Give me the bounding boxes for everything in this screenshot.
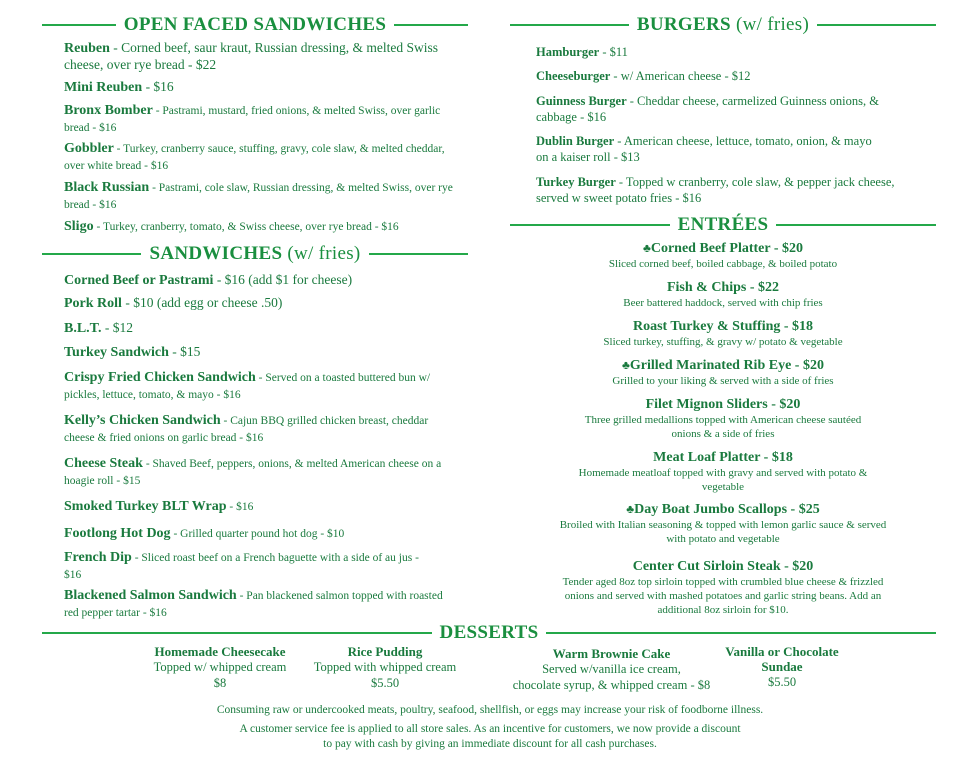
heading-burgers <box>510 14 936 36</box>
entree-name: Meat Loaf Platter - $18 <box>653 450 793 465</box>
entree-name: Roast Turkey & Stuffing - $18 <box>632 319 814 334</box>
item-name: Bronx Bomber <box>64 103 153 118</box>
item-desc: - Turkey, cranberry sauce, stuffing, gravy, cole slaw, & melted cheddar, over white bread - $16 <box>64 143 445 172</box>
entree-desc: Broiled with Italian seasoning & topped with lemon garlic sauce & served with potato and vegetable <box>559 519 887 545</box>
divider <box>776 224 936 226</box>
shamrock-icon: ♣ <box>642 241 651 255</box>
menu-item <box>536 93 906 125</box>
item-name: Blackened Salmon Sandwich <box>64 588 237 603</box>
dessert-price: $5.50 <box>767 675 797 689</box>
item-name: Smoked Turkey BLT Wrap <box>64 499 227 514</box>
item-desc: - Turkey, cranberry, tomato, & Swiss cheese, over rye bread - $16 <box>93 221 399 233</box>
item-name: Mini Reuben <box>64 80 143 95</box>
dessert-desc: Served w/vanilla ice cream, <box>542 662 681 676</box>
entree-name: Filet Mignon Sliders - $20 <box>645 397 801 412</box>
heading-sandwiches <box>42 243 468 265</box>
shamrock-icon: ♣ <box>622 358 630 372</box>
entree-title: Day Boat Jumbo Scallops - $25 <box>634 502 820 517</box>
menu-item <box>64 179 454 213</box>
entree-name: Fish & Chips - $22 <box>666 280 780 295</box>
item-name: Cheeseburger <box>536 69 611 83</box>
entree-item <box>510 396 936 441</box>
divider <box>546 632 936 634</box>
entree-item <box>510 449 936 494</box>
entree-desc: Beer battered haddock, served with chip fries <box>623 297 823 309</box>
footer-fee-notice-cont: to pay with cash by giving an immediate discount for all cash purchases. <box>323 738 657 750</box>
heading-desserts <box>42 622 936 644</box>
divider <box>42 632 432 634</box>
item-name: Footlong Hot Dog <box>64 526 171 541</box>
menu-item <box>536 68 751 84</box>
menu-item <box>64 140 454 174</box>
dessert-price: $8 <box>213 676 227 690</box>
dessert-price: $5.50 <box>370 676 400 690</box>
entree-desc: Three grilled medallions topped with American cheese sautéed onions & a side of fries <box>584 414 862 440</box>
item-name: Guinness Burger <box>536 94 627 108</box>
entree-title: Grilled Marinated Rib Eye - $20 <box>629 358 824 373</box>
section-title-entrees: ENTRÉES <box>677 214 769 235</box>
sandwiches-title: SANDWICHES <box>149 243 283 264</box>
menu-item <box>64 79 174 96</box>
menu-item <box>64 218 469 235</box>
menu-item <box>64 40 454 73</box>
burgers-title: BURGERS <box>636 14 731 35</box>
divider <box>394 24 468 26</box>
menu-item <box>536 44 628 60</box>
menu-item <box>64 320 133 337</box>
item-desc: - $10 (add egg or cheese .50) <box>121 295 283 310</box>
dessert-name: Vanilla or Chocolate Sundae <box>725 644 839 674</box>
heading-entrees <box>510 214 936 236</box>
section-title-burgers <box>629 14 817 36</box>
menu-item <box>64 498 253 515</box>
dessert-desc: Topped with whipped cream <box>313 660 457 674</box>
menu-item <box>64 455 444 489</box>
dessert-name: Homemade Cheesecake <box>154 644 286 659</box>
item-desc: - $12 <box>101 320 133 335</box>
divider <box>510 24 629 26</box>
entree-item <box>510 318 936 349</box>
item-desc: - Served on a toasted buttered bun w/ pickles, lettuce, tomato, & mayo - $16 <box>64 372 431 401</box>
item-desc: - Shaved Beef, peppers, onions, & melted American cheese on a hoagie roll - $15 <box>64 458 442 487</box>
menu-item <box>536 174 896 206</box>
item-name: Pork Roll <box>64 296 122 311</box>
dessert-item <box>494 646 729 693</box>
section-title-desserts: DESSERTS <box>439 622 539 643</box>
heading-open-faced <box>42 14 468 36</box>
item-name: Hamburger <box>536 45 600 59</box>
item-desc: - $11 <box>599 45 628 59</box>
divider <box>42 24 116 26</box>
entree-desc: Grilled to your liking & served with a side of fries <box>612 375 834 387</box>
item-desc: - $16 <box>142 79 174 94</box>
dessert-name: Warm Brownie Cake <box>552 646 671 661</box>
entree-name <box>510 240 936 257</box>
item-desc: - $16 <box>226 501 254 513</box>
entree-desc: Sliced corned beef, boiled cabbage, & boiled potato <box>608 258 838 270</box>
item-name: B.L.T. <box>64 321 102 336</box>
item-name: Sligo <box>64 219 94 234</box>
footer-fee-notice: A customer service fee is applied to all store sales. As an incentive for customers, we now provide a discount <box>239 723 741 735</box>
menu-item <box>64 412 454 446</box>
dessert-item <box>305 644 465 691</box>
divider <box>42 253 141 255</box>
divider <box>510 224 670 226</box>
burgers-subtitle: (w/ fries) <box>735 14 810 35</box>
item-desc: - Cheddar cheese, carmelized Guinness onions, & cabbage - $16 <box>536 94 879 124</box>
item-name: Black Russian <box>64 180 150 195</box>
item-desc: - w/ American cheese - $12 <box>610 69 751 83</box>
entree-item <box>510 240 936 271</box>
sandwiches-subtitle: (w/ fries) <box>287 243 361 264</box>
dessert-item <box>712 644 852 690</box>
item-name: Crispy Fried Chicken Sandwich <box>64 370 256 385</box>
entree-desc: Homemade meatloaf topped with gravy and served with potato & vegetable <box>578 467 868 493</box>
entree-item <box>510 279 936 310</box>
menu-item <box>64 272 352 289</box>
item-desc: - Topped w cranberry, cole slaw, & pepper jack cheese, served w sweet potato fries - $16 <box>536 175 895 205</box>
item-name: Corned Beef or Pastrami <box>64 273 214 288</box>
section-title-open-faced: OPEN FACED SANDWICHES <box>123 14 387 35</box>
entree-name <box>510 357 936 374</box>
menu-item <box>64 525 344 542</box>
item-desc: - Pan blackened salmon topped with roasted red pepper tartar - $16 <box>64 590 443 619</box>
item-desc: - Cajun BBQ grilled chicken breast, cheddar cheese & fried onions on garlic bread - $16 <box>64 415 429 444</box>
menu-item <box>536 133 881 165</box>
item-name: Kelly’s Chicken Sandwich <box>64 413 221 428</box>
item-desc: - American cheese, lettuce, tomato, onion, & mayo on a kaiser roll - $13 <box>536 134 872 164</box>
dessert-price: chocolate syrup, & whipped cream - $8 <box>512 678 711 692</box>
dessert-desc: Topped w/ whipped cream <box>153 660 287 674</box>
menu-item <box>64 295 282 312</box>
entree-name: Center Cut Sirloin Steak - $20 <box>632 559 814 574</box>
item-name: Gobbler <box>64 141 114 156</box>
entree-item <box>510 501 936 546</box>
divider <box>369 253 468 255</box>
item-name: Reuben <box>64 41 110 56</box>
menu-item <box>64 102 454 136</box>
entree-item <box>510 357 936 388</box>
item-name: Dublin Burger <box>536 134 615 148</box>
menu-item <box>64 369 459 403</box>
entree-item <box>510 558 936 617</box>
item-name: Cheese Steak <box>64 456 143 471</box>
divider <box>817 24 936 26</box>
item-desc: - Pastrami, mustard, fried onions, & melted Swiss, over garlic bread - $16 <box>64 105 441 134</box>
item-desc: - Pastrami, cole slaw, Russian dressing, & melted Swiss, over rye bread - $16 <box>64 182 453 211</box>
menu-item <box>64 344 200 361</box>
item-name: Turkey Sandwich <box>64 345 169 360</box>
footer-allergy-notice: Consuming raw or undercooked meats, poultry, seafood, shellfish, or eggs may increase your risk of foodborne illness. <box>216 704 764 716</box>
item-name: French Dip <box>64 550 132 565</box>
menu-item <box>64 549 424 583</box>
entree-title: Corned Beef Platter - $20 <box>650 241 803 256</box>
entree-desc: Sliced turkey, stuffing, & gravy w/ potato & vegetable <box>603 336 843 348</box>
item-desc: - $15 <box>168 344 201 359</box>
entree-desc: Tender aged 8oz top sirloin topped with crumbled blue cheese & frizzled onions and served with mashed potatoes and garlic string beans. Add an additional 8oz sirloin for $10. <box>562 576 884 616</box>
entree-name <box>510 501 936 518</box>
item-name: Turkey Burger <box>536 175 616 189</box>
item-desc: - Grilled quarter pound hot dog - $10 <box>170 528 345 540</box>
dessert-name: Rice Pudding <box>347 644 423 659</box>
item-desc: - Corned beef, saur kraut, Russian dressing, & melted Swiss cheese, over rye bread - $22 <box>64 40 438 72</box>
item-desc: - Sliced roast beef on a French baguette with a side of au jus - $16 <box>64 552 419 581</box>
item-desc: - $16 (add $1 for cheese) <box>213 272 353 287</box>
dessert-item <box>130 644 310 691</box>
section-title-sandwiches <box>141 243 368 265</box>
menu-item <box>64 587 459 621</box>
shamrock-icon: ♣ <box>626 502 635 516</box>
